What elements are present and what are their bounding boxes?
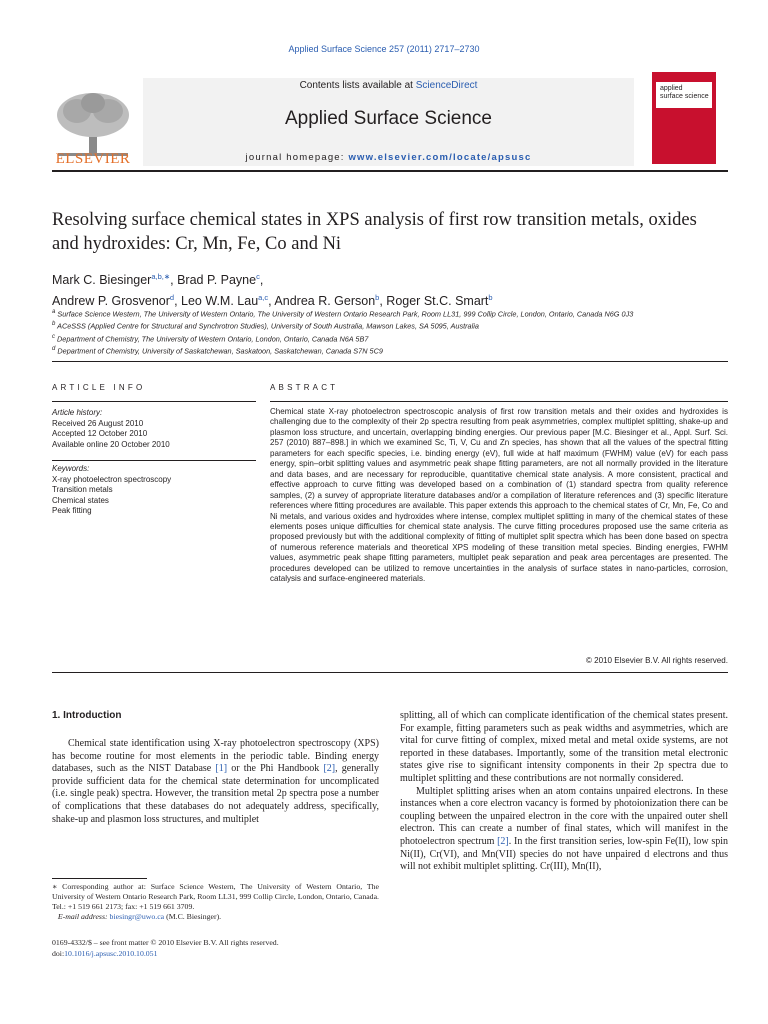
affiliation-a: $^a$ Surface Science Western, The University of Western Ontario, The University of Western Ontario Research Park, Room LL31, 999 Collip Circle, London, Ontario, Canada N6G 0J3 <box>52 309 634 319</box>
reference-1-link[interactable]: [1] <box>215 763 228 775</box>
body-column-right <box>400 710 728 874</box>
abstract-divider <box>270 401 728 402</box>
affiliations <box>52 307 728 357</box>
cover-line-2: surface science <box>660 93 709 100</box>
keywords-label: Keywords: <box>52 464 90 473</box>
email-link[interactable]: biesingr@uwo.ca <box>109 912 165 921</box>
paper-title: Resolving surface chemical states in XPS analysis of first row transition metals, oxides and hydroxides: Cr, Mn, Fe, Co and Ni <box>52 210 697 254</box>
affiliation-b: $^b$ ACeSSS (Applied Centre for Structural and Synchrotron Studies), University of South Australia, Mawson Lakes, SA 5095, Australia <box>52 321 479 331</box>
keyword-item: X-ray photoelectron spectroscopy <box>52 474 172 484</box>
affiliation-c: $^c$ Department of Chemistry, The University of Western Ontario, London, Ontario, Canada N6A 5B7 <box>52 333 369 344</box>
author-6: Roger St.C. Smart$^b$ <box>386 293 493 309</box>
elsevier-wordmark: ELSEVIER <box>55 151 131 167</box>
keyword-item: Chemical states <box>52 495 109 505</box>
journal-homepage <box>143 152 634 163</box>
intro-paragraph-2: Multiplet splitting arises when an atom contains unpaired electrons. In these instances when a core electron vacancy is formed by photoionization there can be coupling between the unpaired electron in the core with the unpaired outer shell electron. This can create a number of final states, which will manifest in the photoelectron spectrum [2]. In the first transition series, low-spin Fe(II), low spin Ni(II), Cr(VI), and Mn(VII) species do not have unpaired d electrons and thus will not exhibit multiplet splitting. Cr(III), Mn(II), <box>400 785 728 873</box>
issn-line: 0169-4332/$ – see front matter © 2010 Elsevier B.V. All rights reserved. <box>52 938 279 947</box>
doi-link[interactable]: 10.1016/j.apsusc.2010.10.051 <box>64 949 158 958</box>
doi-line: doi:10.1016/j.apsusc.2010.10.051 <box>52 949 158 958</box>
reference-2-link[interactable]: [2] <box>323 763 336 775</box>
article-history <box>52 408 256 450</box>
keyword-item: Transition metals <box>52 485 113 494</box>
author-3: Andrew P. Grosvenor$^d$, <box>52 293 182 309</box>
footnote-divider <box>52 878 147 879</box>
abstract-bottom-divider <box>52 672 728 673</box>
author-list <box>52 268 728 310</box>
affiliation-d: $^d$ Department of Chemistry, University of Saskatchewan, Saskatoon, Saskatchewan, Canada S7N 5C9 <box>52 346 383 356</box>
history-received: Received 26 August 2010 <box>52 418 144 428</box>
abstract-copyright: © 2010 Elsevier B.V. All rights reserved. <box>585 656 728 665</box>
contents-line <box>143 80 634 91</box>
abstract-text: Chemical state X-ray photoelectron spectroscopic analysis of first row transition metals and their oxides and hydroxides is challenging due to the complexity of their 2p spectra resulting from peak asymmetries, complex multiplet splitting, shake-up and plasmon loss structure, and uncertain, overlapping binding energies. Our previous paper [M.C. Biesinger et al., Appl. Surf. Sci. 257 (2010) 887–898.] in which we examined Sc, Ti, V, Cu and Zn species, has shown that all the values of the spectral fitting parameters for each specific species, i.e. binding energy (eV), full wide at half maximum (FWHM) value (eV) for each pass energy, spin–orbit splitting values and asymmetric peak shape fitting parameters, are not all normally provided in the literature and data bases, and are necessary for reproducible, quantitative chemical state analysis. A more consistent, practical and effective approach to curve fitting was developed based on a combination of (1) standard spectra from quality reference samples, (2) a survey of appropriate literature databases and/or a compilation of literature references and (3) specific literature references where fitting procedures are available. This paper extends this approach to the chemical states of Cr, Mn, Fe, Co and Ni metals, and various oxides and hydroxides where intense, complex multiplet splitting in many of the chemical states of these elements poses unique difficulties for chemical state analysis. The curve fitting procedures proposed use the same criteria as proposed previously but with the additional complexity of fitting of multiplet split spectra which has been done based on spectra of numerous reference materials and theoretical XPS modeling of these transition metal species. Binding energies, FWHM values, asymmetric peak shape fitting parameters, multiplet peak separation and peak area percentages are presented. The procedures developed can be utilized to remove uncertainties in the analysis of surface states in nano-particles, corrosion, catalysis and surface-engineered materials. <box>270 407 728 584</box>
issn-doi <box>52 937 379 959</box>
intro-paragraph-continued: splitting, all of which can complicate identification of the chemical states present. For example, fitting parameters such as peak widths and asymmetries, which are vital for curve fitting of complex, mixed metal and metal oxide systems, are not reported in these databases. Importantly, some of the transition metal electronic states give rise to significant intensity components in their 2p spectra due to multiplet splitting and these contributions are not normally considered. <box>400 710 728 784</box>
sciencedirect-link[interactable]: ScienceDirect <box>415 80 478 91</box>
keywords-divider <box>52 460 256 461</box>
keywords <box>52 464 256 517</box>
author-1: Mark C. Biesinger$^{a,b,∗}$, <box>52 272 178 288</box>
corresponding-author: ∗ Corresponding author at: Surface Science Western, The University of Western Ontario, The University of Western Ontario Research Park, Room LL31, 999 Collip Circle, London, Ontario, Canada. Tel.: +1 519 661 2173; fax: +1 519 661 3709. <box>52 882 379 911</box>
history-online: Available online 20 October 2010 <box>52 439 170 449</box>
cover-line-1: applied <box>660 85 683 92</box>
abstract-heading: ABSTRACT <box>270 383 339 392</box>
history-label: Article history: <box>52 408 103 417</box>
journal-cover-title <box>656 85 712 101</box>
homepage-prefix: journal homepage: <box>245 152 349 163</box>
author-2: Brad P. Payne$^c$, <box>177 272 264 288</box>
history-accepted: Accepted 12 October 2010 <box>52 429 148 438</box>
journal-title: Applied Surface Science <box>284 108 492 129</box>
article-info-heading: ARTICLE INFO <box>52 383 146 392</box>
journal-citation[interactable]: Applied Surface Science 257 (2011) 2717–2730 <box>288 44 480 54</box>
homepage-link[interactable]: www.elsevier.com/locate/apsusc <box>348 152 532 163</box>
header-divider <box>52 170 728 172</box>
contents-prefix: Contents lists available at <box>299 80 416 91</box>
keyword-item: Peak fitting <box>52 506 92 515</box>
email-line: E-mail address: biesingr@uwo.ca (M.C. Biesinger). <box>57 912 222 921</box>
article-info-divider <box>52 401 256 402</box>
intro-paragraph-1: Chemical state identification using X-ray photoelectron spectroscopy (XPS) has become routine for most elements in the periodic table. Binding energy databases, such as the NIST Database [1] or the Phi Handbook [2], generally provide sufficient data for the chemical state determination for uncomplicated (i.e. single peak) spectra. However, the transition metal 2p spectra pose a number of complications that these databases do not adequately address, specifically, shake-up and plasmon loss structures, and multiplet <box>52 738 379 825</box>
body-column-left <box>52 738 379 826</box>
introduction-heading: 1. Introduction <box>52 710 122 721</box>
author-4: Leo W.M. Lau$^{a,c}$, <box>181 293 275 309</box>
affiliation-divider <box>52 361 728 362</box>
author-5: Andrea R. Gerson$^b$, <box>274 293 387 309</box>
corresponding-author-footnote <box>52 882 379 922</box>
reference-2-link[interactable]: [2] <box>497 835 509 847</box>
